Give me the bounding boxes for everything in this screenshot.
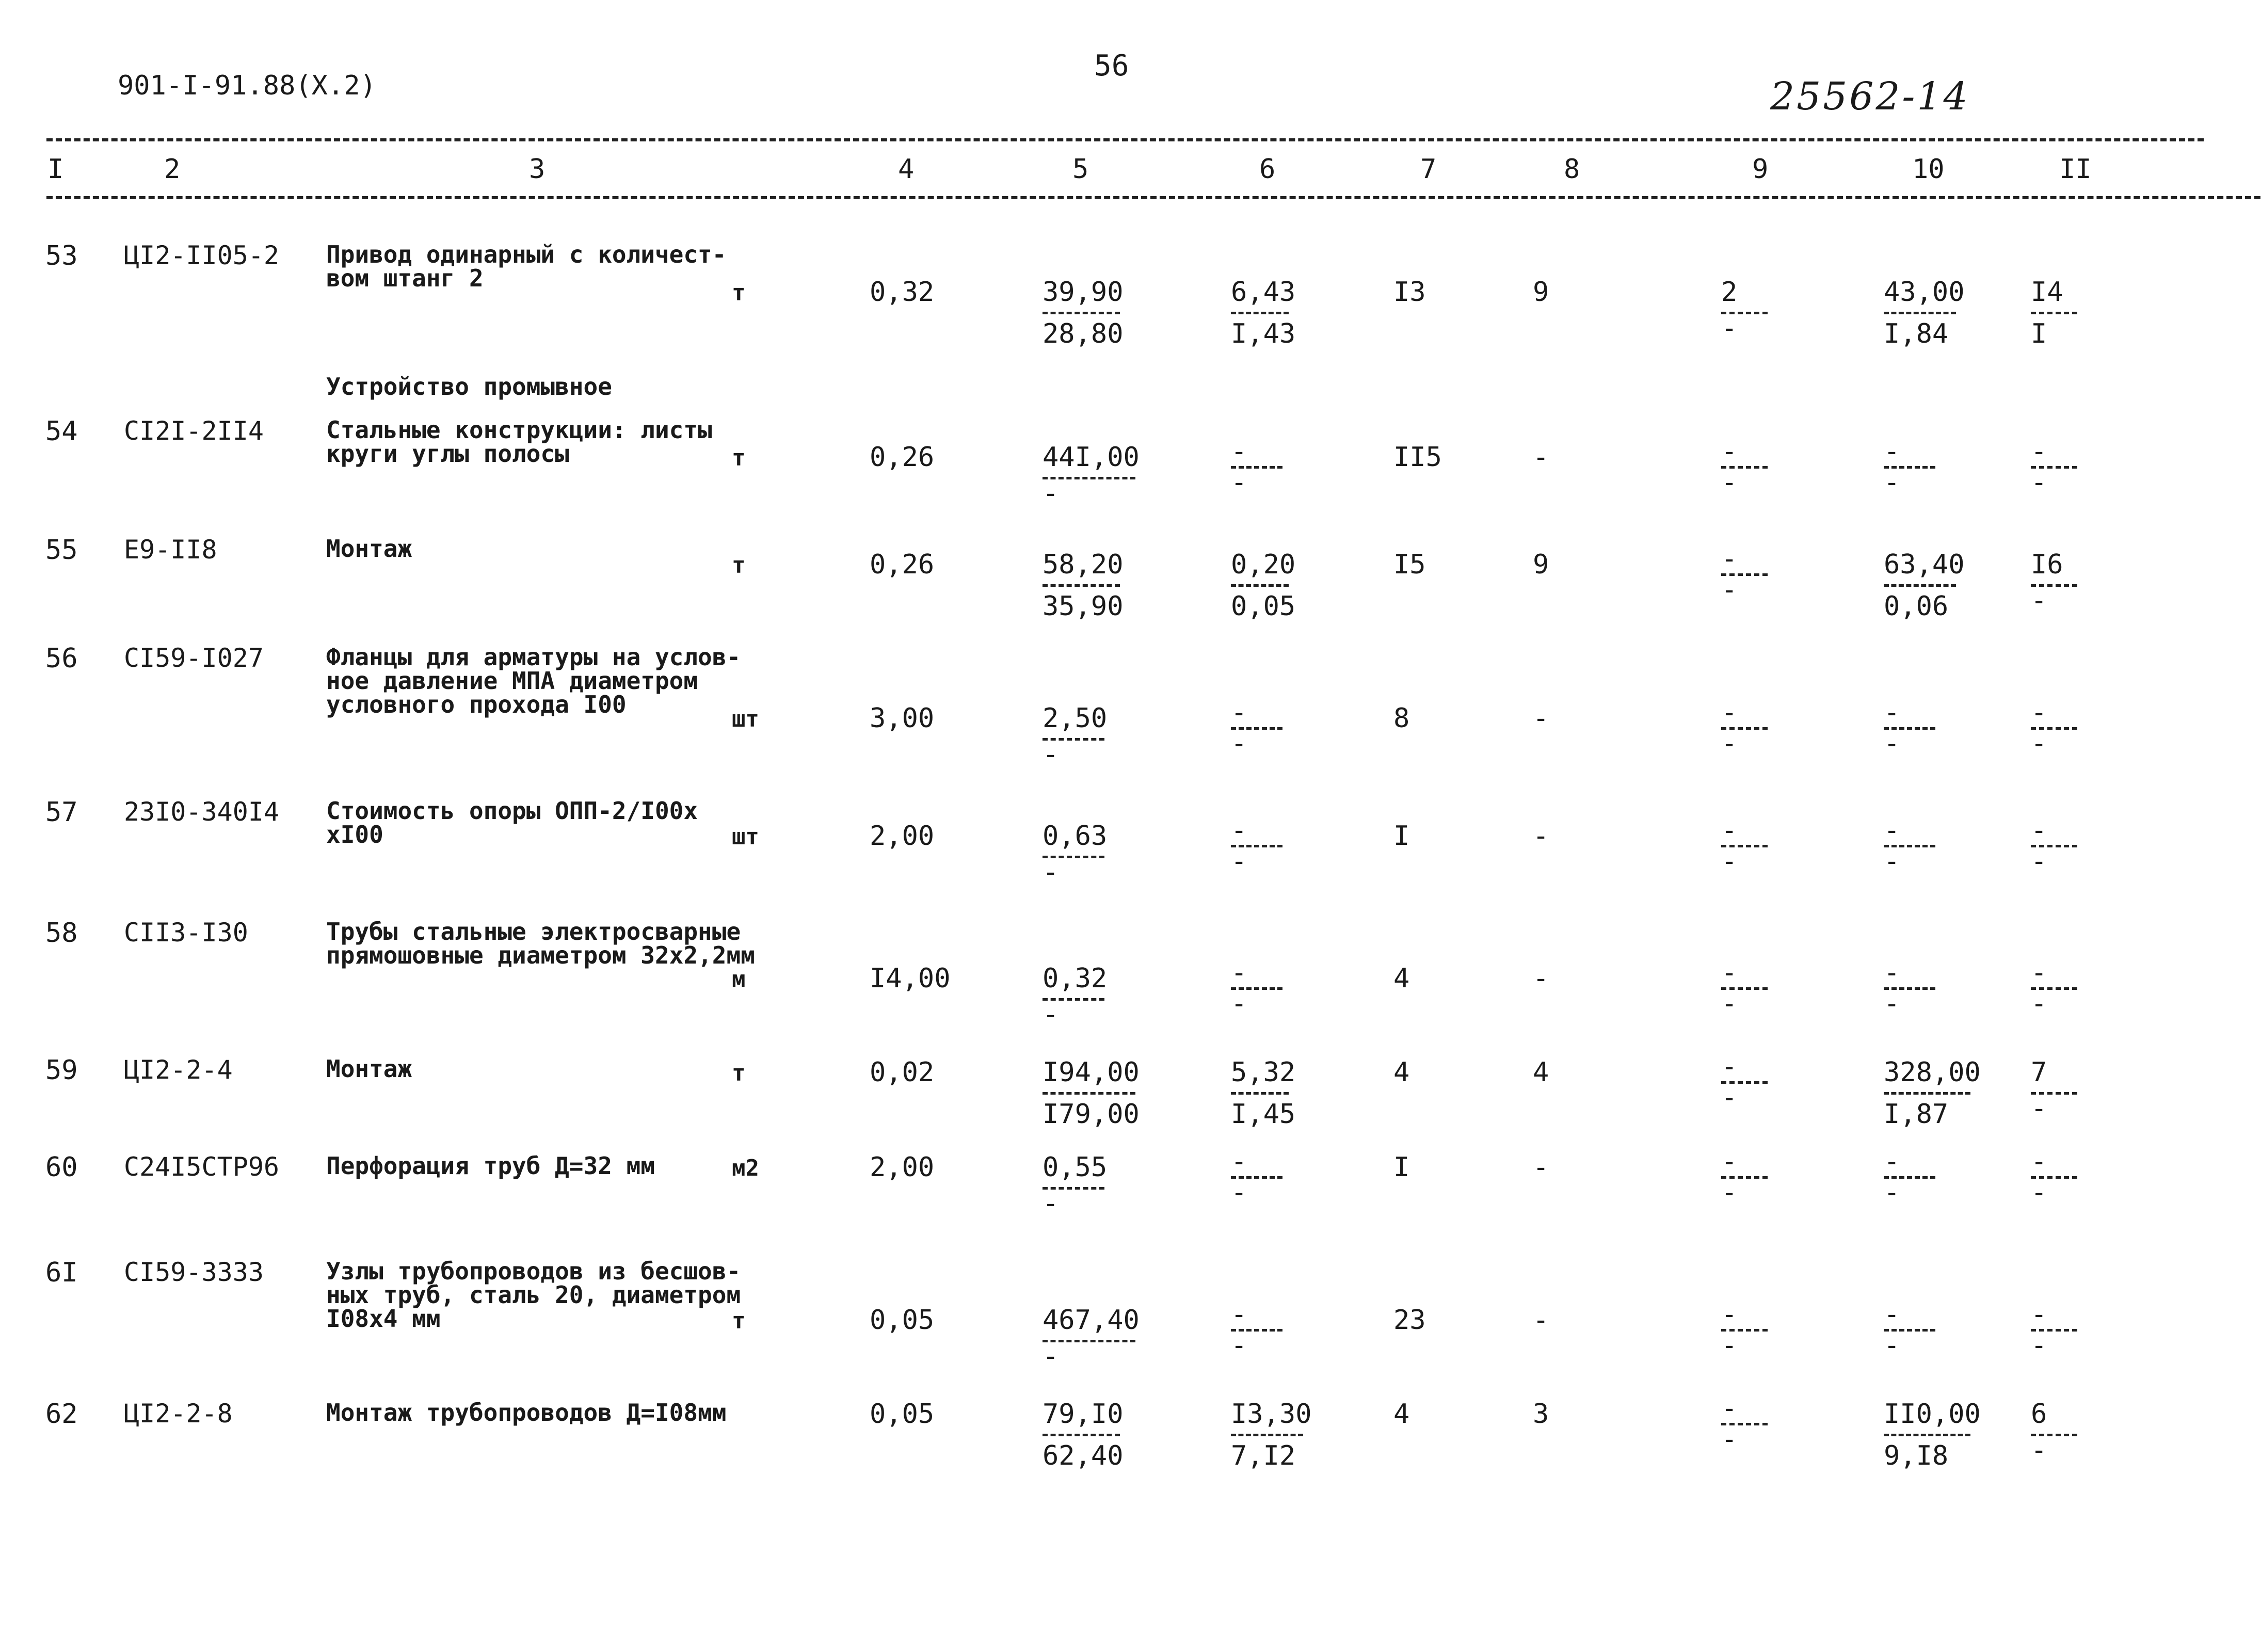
col-11-value-denominator: - xyxy=(2031,467,2047,499)
rate-code: ЦI2-II05-2 xyxy=(124,240,280,270)
quantity: 0,26 xyxy=(870,442,935,473)
work-description: Стоимость опоры ОПП-2/I00х хI00 xyxy=(326,797,698,848)
wage-cost-numerator: - xyxy=(1231,815,1247,846)
unit-cost-fraction-line xyxy=(1043,1434,1120,1436)
unit-cost xyxy=(1043,1305,1140,1372)
quantity: 3,00 xyxy=(870,703,935,734)
col-10-value-numerator: II0,00 xyxy=(1884,1399,1981,1430)
wage-cost xyxy=(1231,1299,1282,1361)
col-header-3: 3 xyxy=(529,154,546,185)
col-header-5: 5 xyxy=(1072,154,1089,185)
wage-cost-denominator: - xyxy=(1231,728,1247,760)
unit-cost-numerator: 467,40 xyxy=(1043,1305,1140,1336)
col-10-value xyxy=(1884,1299,1935,1361)
quantity: I4,00 xyxy=(870,963,951,994)
col-7-value: 4 xyxy=(1393,1057,1410,1088)
unit-cost-denominator: - xyxy=(1043,857,1059,888)
col-9-value-denominator: - xyxy=(1721,1424,1738,1455)
col-10-value-denominator: - xyxy=(1884,467,1900,499)
col-9-value-numerator: - xyxy=(1721,1146,1738,1177)
col-7-value: I xyxy=(1393,821,1410,852)
wage-cost-numerator: - xyxy=(1231,1146,1247,1177)
col-11-value xyxy=(2031,1399,2077,1466)
col-11-value xyxy=(2031,1299,2077,1361)
col-9-value xyxy=(1721,436,1768,499)
page-number: 56 xyxy=(1094,49,1129,83)
unit-of-measure: шт xyxy=(732,824,759,850)
work-description: Привод одинарный с количест- вом штанг 2 xyxy=(326,240,727,292)
row-number: 56 xyxy=(45,643,78,674)
col-8-value: 3 xyxy=(1533,1399,1549,1430)
wage-cost-denominator: - xyxy=(1231,1330,1247,1361)
col-11-value-numerator: - xyxy=(2031,436,2047,467)
wage-cost-denominator: I,45 xyxy=(1231,1099,1296,1130)
col-11-value-denominator: - xyxy=(2031,1435,2047,1466)
col-header-11: II xyxy=(2059,154,2092,185)
unit-cost-denominator: I79,00 xyxy=(1043,1099,1140,1130)
wage-cost-denominator: 7,I2 xyxy=(1231,1440,1296,1471)
unit-cost-numerator: 2,50 xyxy=(1043,703,1108,734)
col-10-value-denominator: I,84 xyxy=(1884,318,1949,349)
header-top-rule xyxy=(46,138,2204,141)
rate-code: CI59-3333 xyxy=(124,1257,264,1287)
col-11-value xyxy=(2031,697,2077,760)
col-11-value-fraction-line xyxy=(2031,312,2077,314)
col-10-value-denominator: 9,I8 xyxy=(1884,1440,1949,1471)
unit-cost-numerator: 44I,00 xyxy=(1043,442,1140,473)
col-10-value xyxy=(1884,1146,1935,1209)
col-10-value-denominator: - xyxy=(1884,846,1900,877)
unit-cost-denominator: - xyxy=(1043,739,1059,770)
unit-of-measure: шт xyxy=(732,706,759,732)
unit-cost-numerator: 0,55 xyxy=(1043,1152,1108,1183)
wage-cost xyxy=(1231,436,1282,499)
work-description: Перфорация труб Д=32 мм xyxy=(326,1152,655,1180)
col-10-value-fraction-line xyxy=(1884,1434,1970,1436)
col-11-value-denominator: - xyxy=(2031,1330,2047,1361)
wage-cost-denominator: I,43 xyxy=(1231,318,1296,349)
col-9-value-denominator: - xyxy=(1721,846,1738,877)
wage-cost-numerator: - xyxy=(1231,697,1247,728)
col-header-8: 8 xyxy=(1564,154,1580,185)
wage-cost-denominator: - xyxy=(1231,467,1247,499)
quantity: 2,00 xyxy=(870,1152,935,1183)
col-11-value xyxy=(2031,815,2077,877)
unit-cost xyxy=(1043,963,1108,1030)
unit-of-measure: т xyxy=(732,280,746,306)
col-header-10: 10 xyxy=(1912,154,1945,185)
section-title: Устройство промывное xyxy=(326,373,612,400)
unit-cost xyxy=(1043,1401,1124,1469)
col-9-value xyxy=(1721,697,1768,760)
col-9-value-numerator: 2 xyxy=(1721,277,1738,308)
col-11-value xyxy=(2031,279,2077,347)
col-11-value-denominator: I xyxy=(2031,318,2047,349)
wage-cost-numerator: 0,20 xyxy=(1231,549,1296,580)
wage-cost-fraction-line xyxy=(1231,1434,1303,1436)
col-header-6: 6 xyxy=(1259,154,1276,185)
col-9-value-numerator: - xyxy=(1721,957,1738,988)
wage-cost-fraction-line xyxy=(1231,584,1289,587)
col-8-value: - xyxy=(1533,963,1549,994)
wage-cost xyxy=(1231,1059,1295,1128)
col-10-value-numerator: - xyxy=(1884,1146,1900,1177)
wage-cost-fraction-line xyxy=(1231,312,1289,314)
col-9-value-numerator: - xyxy=(1721,1051,1738,1082)
col-10-value-numerator: - xyxy=(1884,815,1900,846)
unit-cost xyxy=(1043,821,1108,888)
col-11-value-numerator: I4 xyxy=(2031,277,2063,308)
wage-cost-numerator: 6,43 xyxy=(1231,277,1296,308)
archive-number: 25562-14 xyxy=(1770,74,1970,119)
col-9-value-denominator: - xyxy=(1721,988,1738,1020)
work-description: Трубы стальные электросварные прямошовные диаметром 32х2,2мм xyxy=(326,918,755,969)
col-10-value-fraction-line xyxy=(1884,312,1956,314)
unit-cost-numerator: 58,20 xyxy=(1043,549,1124,580)
col-11-value-numerator: 7 xyxy=(2031,1057,2047,1088)
unit-of-measure: т xyxy=(732,552,746,579)
col-10-value-numerator: 328,00 xyxy=(1884,1057,1981,1088)
rate-code: ЦI2-2-4 xyxy=(124,1055,233,1085)
col-10-value xyxy=(1884,1059,1981,1128)
document-code: 901-I-91.88(X.2) xyxy=(118,70,376,101)
col-7-value: 4 xyxy=(1393,1399,1410,1430)
wage-cost-denominator: - xyxy=(1231,846,1247,877)
unit-cost-fraction-line xyxy=(1043,312,1120,314)
col-7-value: I xyxy=(1393,1152,1410,1183)
unit-cost xyxy=(1043,1152,1108,1219)
unit-cost xyxy=(1043,703,1108,770)
col-9-value-denominator: - xyxy=(1721,1330,1738,1361)
row-number: 57 xyxy=(45,797,78,828)
quantity: 0,05 xyxy=(870,1305,935,1336)
work-description: Стальные конструкции: листы круги углы полосы xyxy=(326,416,712,468)
col-11-value-denominator: - xyxy=(2031,1093,2047,1124)
unit-cost-denominator: - xyxy=(1043,999,1059,1030)
wage-cost-denominator: - xyxy=(1231,988,1247,1020)
col-8-value: - xyxy=(1533,1152,1549,1183)
col-9-value xyxy=(1721,277,1768,344)
col-7-value: II5 xyxy=(1393,442,1442,473)
col-9-value-denominator: - xyxy=(1721,728,1738,760)
header-bottom-rule xyxy=(46,196,2260,199)
col-8-value: 4 xyxy=(1533,1057,1549,1088)
col-9-value xyxy=(1721,1051,1768,1114)
col-9-value-denominator: - xyxy=(1721,1082,1738,1114)
col-7-value: 8 xyxy=(1393,703,1410,734)
row-number: 53 xyxy=(45,240,78,271)
col-10-value-denominator: I,87 xyxy=(1884,1099,1949,1130)
row-number: 54 xyxy=(45,416,78,447)
unit-cost xyxy=(1043,551,1124,620)
unit-cost-fraction-line xyxy=(1043,1092,1135,1095)
unit-of-measure: м2 xyxy=(732,1155,759,1181)
col-11-value-numerator: - xyxy=(2031,957,2047,988)
col-8-value: - xyxy=(1533,703,1549,734)
col-10-value-numerator: - xyxy=(1884,697,1900,728)
row-number: 55 xyxy=(45,535,78,566)
row-number: 58 xyxy=(45,918,78,949)
unit-cost-denominator: 62,40 xyxy=(1043,1440,1124,1471)
col-9-value-numerator: - xyxy=(1721,1393,1738,1424)
col-8-value: - xyxy=(1533,1305,1549,1336)
col-10-value xyxy=(1884,436,1935,499)
col-7-value: I3 xyxy=(1393,277,1426,308)
rate-code: C24I5CTP96 xyxy=(124,1152,280,1182)
wage-cost xyxy=(1231,551,1295,620)
quantity: 0,05 xyxy=(870,1399,935,1430)
col-10-value xyxy=(1884,697,1935,760)
col-9-value-denominator: - xyxy=(1721,313,1738,344)
unit-cost-denominator: - xyxy=(1043,1188,1059,1219)
col-11-value xyxy=(2031,1057,2077,1124)
col-10-value-numerator: - xyxy=(1884,1299,1900,1330)
work-description: Монтаж xyxy=(326,535,412,563)
unit-of-measure: т xyxy=(732,1060,746,1086)
work-description: Узлы трубопроводов из бесшов- ных труб, сталь 20, диаметром I08х4 мм xyxy=(326,1257,741,1333)
col-10-value xyxy=(1884,1401,1981,1469)
unit-cost xyxy=(1043,442,1140,509)
rate-code: 23I0-340I4 xyxy=(124,797,280,827)
col-9-value xyxy=(1721,957,1768,1020)
rate-code: CI59-I027 xyxy=(124,643,264,673)
unit-of-measure: т xyxy=(732,445,746,471)
col-header-2: 2 xyxy=(164,154,181,185)
col-10-value xyxy=(1884,279,1965,347)
col-9-value xyxy=(1721,815,1768,877)
work-description: Фланцы для арматуры на услов- ное давление МПА диаметром условного прохода I00 xyxy=(326,643,741,718)
col-9-value-numerator: - xyxy=(1721,543,1738,574)
unit-cost-denominator: 28,80 xyxy=(1043,318,1124,349)
row-number: 59 xyxy=(45,1055,78,1086)
col-11-value-numerator: 6 xyxy=(2031,1399,2047,1430)
rate-code: CII3-I30 xyxy=(124,918,248,948)
col-11-value-numerator: - xyxy=(2031,1299,2047,1330)
col-7-value: 23 xyxy=(1393,1305,1426,1336)
col-11-value-numerator: - xyxy=(2031,1146,2047,1177)
wage-cost xyxy=(1231,279,1295,347)
col-8-value: 9 xyxy=(1533,549,1549,580)
row-number: 60 xyxy=(45,1152,78,1183)
rate-code: CI2I-2II4 xyxy=(124,416,264,446)
work-description: Монтаж трубопроводов Д=I08мм xyxy=(326,1399,727,1426)
col-9-value xyxy=(1721,1299,1768,1361)
quantity: 0,02 xyxy=(870,1057,935,1088)
quantity: 2,00 xyxy=(870,821,935,852)
col-11-value-numerator: I6 xyxy=(2031,549,2063,580)
col-9-value xyxy=(1721,543,1768,606)
col-10-value-denominator: 0,06 xyxy=(1884,591,1949,622)
col-11-value-denominator: - xyxy=(2031,988,2047,1020)
col-10-value xyxy=(1884,551,1965,620)
col-header-9: 9 xyxy=(1752,154,1769,185)
col-10-value-fraction-line xyxy=(1884,1092,1970,1095)
col-10-value-denominator: - xyxy=(1884,1330,1900,1361)
unit-cost-numerator: 39,90 xyxy=(1043,277,1124,308)
wage-cost-denominator: - xyxy=(1231,1177,1247,1209)
col-8-value: - xyxy=(1533,821,1549,852)
col-11-value-denominator: - xyxy=(2031,728,2047,760)
wage-cost-numerator: - xyxy=(1231,1299,1247,1330)
unit-cost-numerator: 0,32 xyxy=(1043,963,1108,994)
col-11-value-denominator: - xyxy=(2031,585,2047,616)
col-9-value-numerator: - xyxy=(1721,1299,1738,1330)
col-9-value-denominator: - xyxy=(1721,574,1738,606)
col-10-value-fraction-line xyxy=(1884,584,1956,587)
col-header-4: 4 xyxy=(898,154,915,185)
wage-cost-fraction-line xyxy=(1231,1092,1289,1095)
unit-cost xyxy=(1043,279,1124,347)
col-8-value: 9 xyxy=(1533,277,1549,308)
col-7-value: I5 xyxy=(1393,549,1426,580)
work-description: Монтаж xyxy=(326,1055,412,1083)
unit-cost-denominator: 35,90 xyxy=(1043,591,1124,622)
col-8-value: - xyxy=(1533,442,1549,473)
col-10-value-numerator: 63,40 xyxy=(1884,549,1965,580)
col-9-value-numerator: - xyxy=(1721,815,1738,846)
rate-code: E9-II8 xyxy=(124,535,217,565)
unit-cost-fraction-line xyxy=(1043,584,1120,587)
unit-cost-denominator: - xyxy=(1043,478,1059,509)
unit-of-measure: м xyxy=(732,966,746,992)
quantity: 0,32 xyxy=(870,277,935,308)
wage-cost-numerator: 5,32 xyxy=(1231,1057,1296,1088)
row-number: 6I xyxy=(45,1257,78,1288)
unit-cost-numerator: I94,00 xyxy=(1043,1057,1140,1088)
unit-cost-numerator: 0,63 xyxy=(1043,821,1108,852)
col-9-value-denominator: - xyxy=(1721,1177,1738,1209)
col-11-value-numerator: - xyxy=(2031,815,2047,846)
col-10-value-numerator: 43,00 xyxy=(1884,277,1965,308)
wage-cost xyxy=(1231,1401,1312,1469)
col-9-value xyxy=(1721,1146,1768,1209)
wage-cost-numerator: I3,30 xyxy=(1231,1399,1312,1430)
col-9-value-denominator: - xyxy=(1721,467,1738,499)
col-10-value xyxy=(1884,957,1935,1020)
col-11-value xyxy=(2031,1146,2077,1209)
col-11-value-numerator: - xyxy=(2031,697,2047,728)
col-10-value xyxy=(1884,815,1935,877)
col-10-value-numerator: - xyxy=(1884,436,1900,467)
col-11-value-denominator: - xyxy=(2031,846,2047,877)
col-11-value xyxy=(2031,957,2077,1020)
row-number: 62 xyxy=(45,1399,78,1430)
col-11-value xyxy=(2031,549,2077,616)
col-10-value-numerator: - xyxy=(1884,957,1900,988)
col-header-1: I xyxy=(47,154,64,185)
wage-cost-numerator: - xyxy=(1231,957,1247,988)
wage-cost xyxy=(1231,815,1282,877)
col-11-value xyxy=(2031,436,2077,499)
wage-cost-numerator: - xyxy=(1231,436,1247,467)
col-header-7: 7 xyxy=(1420,154,1437,185)
col-11-value-denominator: - xyxy=(2031,1177,2047,1209)
quantity: 0,26 xyxy=(870,549,935,580)
wage-cost xyxy=(1231,697,1282,760)
rate-code: ЦI2-2-8 xyxy=(124,1399,233,1429)
col-9-value-numerator: - xyxy=(1721,697,1738,728)
wage-cost xyxy=(1231,1146,1282,1209)
unit-cost xyxy=(1043,1059,1140,1128)
col-9-value-numerator: - xyxy=(1721,436,1738,467)
wage-cost-denominator: 0,05 xyxy=(1231,591,1296,622)
col-9-value xyxy=(1721,1393,1768,1455)
unit-cost-denominator: - xyxy=(1043,1341,1059,1372)
wage-cost xyxy=(1231,957,1282,1020)
unit-of-measure: т xyxy=(732,1308,746,1334)
col-10-value-denominator: - xyxy=(1884,728,1900,760)
col-10-value-denominator: - xyxy=(1884,1177,1900,1209)
unit-cost-numerator: 79,I0 xyxy=(1043,1399,1124,1430)
col-7-value: 4 xyxy=(1393,963,1410,994)
col-10-value-denominator: - xyxy=(1884,988,1900,1020)
